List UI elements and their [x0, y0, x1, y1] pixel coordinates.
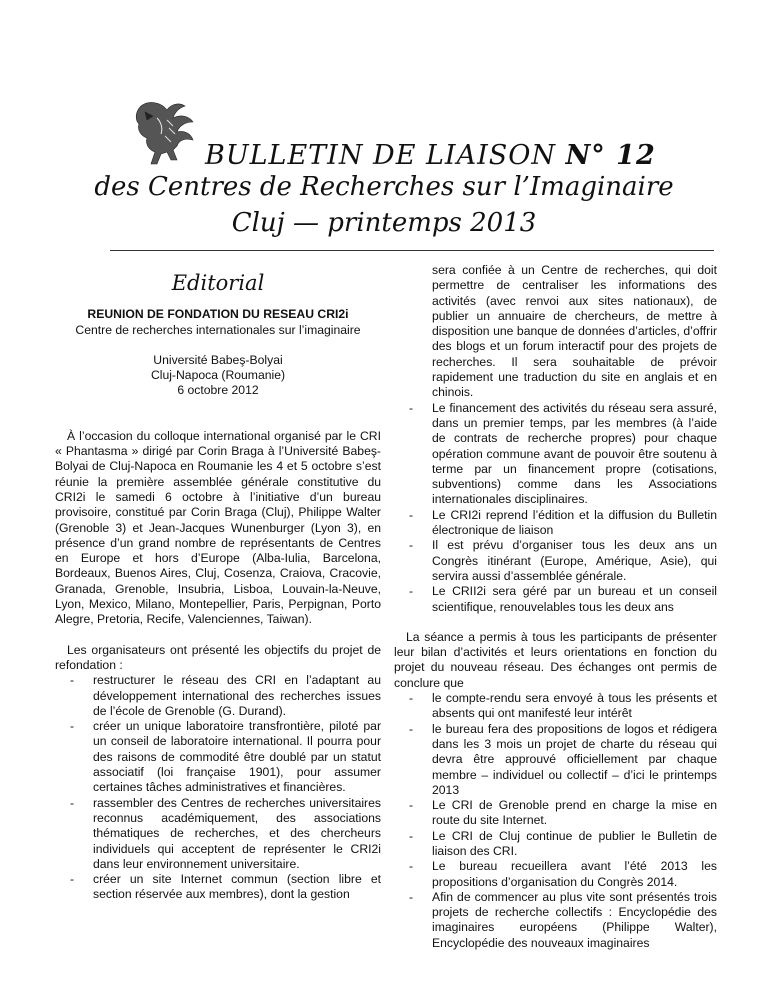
- list-item: - Le CRII2i sera géré par un bureau et un conseil scientifique, renouvelables tous les deux ans: [394, 584, 717, 615]
- list-item: - rassembler des Centres de recherches universitaires reconnus académiquement, des associations thématiques de recherches, et des chercheurs individuels qui acceptent de représenter le CRI2i dans leur environnement universitaire.: [55, 796, 381, 872]
- organisation-list: [394, 401, 717, 615]
- city-name: Cluj-Napoca (Roumanie): [150, 368, 286, 383]
- section-subheading: Centre de recherches internationales sur l’imaginaire: [75, 322, 361, 337]
- list-item: - Le CRI de Grenoble prend en charge la mise en route du site Internet.: [394, 798, 717, 829]
- list-item: - Le CRI de Cluj continue de publier le Bulletin de liaison des CRI.: [394, 829, 717, 860]
- objectives-intro: Les organisateurs ont présenté les objectifs du projet de refondation :: [55, 642, 381, 672]
- intro-paragraph: À l’occasion du colloque international organisé par le CRI « Phantasma » dirigé par Corin Braga à l’Université Babeş-Bolyai de Cluj-Napoca en Roumanie les 4 et 5 octobre s’est réunie la première assemblée générale constitutive du CRI2i le samedi 6 octobre à l’initiative d’un bureau provisoire, constitué par Corin Braga (Cluj), Philippe Walter (Grenoble 3) et Jean-Jacques Wunenburger (Lyon 3), en présence d’un grand nombre de représentants de Centres en Europe et hors d’Europe (Alba-Iulia, Barcelona, Bordeaux, Buenos Aires, Cluj, Cosenza, Craiova, Cracovie, Granada, Grenoble, Insubria, Lisboa, Louvain-la-Neuve, Lyon, Mexico, Milano, Montepellier, Paris, Perpignan, Porto Alegre, Pretoria, Recife, Valenciennes, Taiwan).: [55, 428, 381, 627]
- list-item: - restructurer le réseau des CRI en l’adaptant au développement international des recherches issues de l’école de Grenoble (G. Durand).: [55, 673, 381, 719]
- bulletin-number: N° 12: [565, 140, 656, 171]
- university-name: Université Babeş-Bolyai: [153, 352, 283, 367]
- meeting-date: 6 octobre 2012: [177, 383, 259, 398]
- left-column: [55, 268, 381, 903]
- bulletin-edition: Cluj — printemps 2013: [231, 208, 537, 238]
- list-item: - Afin de commencer au plus vite sont présentés trois projets de recherche collectifs : Encyclopédie des imaginaires européens (Philippe Walter), Encyclopédie des nouveaux imaginaires: [394, 890, 717, 951]
- list-item: - Le financement des activités du réseau sera assuré, dans un premier temps, par les membres (à l’aide de contrats de recherche propres) pour chaque opération commune avant de pouvoir être soutenu à terme par un financement propre (cotisations, subventions) comme dans les Associations internationales disciplinaires.: [394, 401, 717, 508]
- list-item: - Le bureau recueillera avant l’été 2013 les propositions d’organisation du Congrès 2014.: [394, 859, 717, 890]
- conclusions-list: [394, 691, 717, 951]
- list-item: - Il est prévu d’organiser tous les deux ans un Congrès itinérant (Europe, Amérique, Asie), qui servira aussi d’assemblée générale.: [394, 538, 717, 584]
- list-item: - Le CRI2i reprend l’édition et la diffusion du Bulletin électronique de liaison: [394, 508, 717, 539]
- session-paragraph: La séance a permis à tous les participants de présenter leur bilan d’activités et leurs orientations en fonction du projet du nouveau réseau. Des échanges ont permis de conclure que: [394, 629, 717, 690]
- list-item: - le compte-rendu sera envoyé à tous les présents et absents qui ont manifesté leur intérêt: [394, 691, 717, 722]
- bulletin-title-text: BULLETIN DE LIAISON: [205, 140, 566, 171]
- header-rule: [110, 250, 714, 251]
- bulletin-title: [205, 140, 656, 171]
- objectives-list: [55, 673, 381, 902]
- list-item: - créer un site Internet commun (section libre et section réservée aux membres), dont la gestion: [55, 872, 381, 903]
- griffin-logo: [127, 98, 213, 170]
- list-item: - créer un unique laboratoire transfrontière, piloté par un conseil de laboratoire international. Il pourra pour des raisons de commodité être doublé par un statut associatif (loi française 1901), pour assumer certaines tâches administratives et financières.: [55, 719, 381, 795]
- bulletin-subtitle: des Centres de Recherches sur l’Imaginaire: [94, 172, 674, 202]
- section-heading: REUNION DE FONDATION DU RESEAU CRI2i: [87, 307, 349, 322]
- continuation-text: sera confiée à un Centre de recherches, qui doit permettre de centraliser les informations des activités (avec renvoi aux sites nationaux), de publier un annuaire de chercheurs, de mettre à disposition une banque de données d’articles, d’offrir des blogs et un forum interactif pour des projets de recherches. Il sera souhaitable de prévoir rapidement une traduction du site en anglais et en chinois.: [432, 263, 717, 400]
- list-item: - le bureau fera des propositions de logos et rédigera dans les 3 mois un projet de charte du réseau qui devra être approuvé officiellement par chaque membre – individuel ou collectif – d’ici le printemps 2013: [394, 722, 717, 798]
- right-column: [394, 263, 717, 951]
- editorial-heading: Editorial: [171, 271, 265, 295]
